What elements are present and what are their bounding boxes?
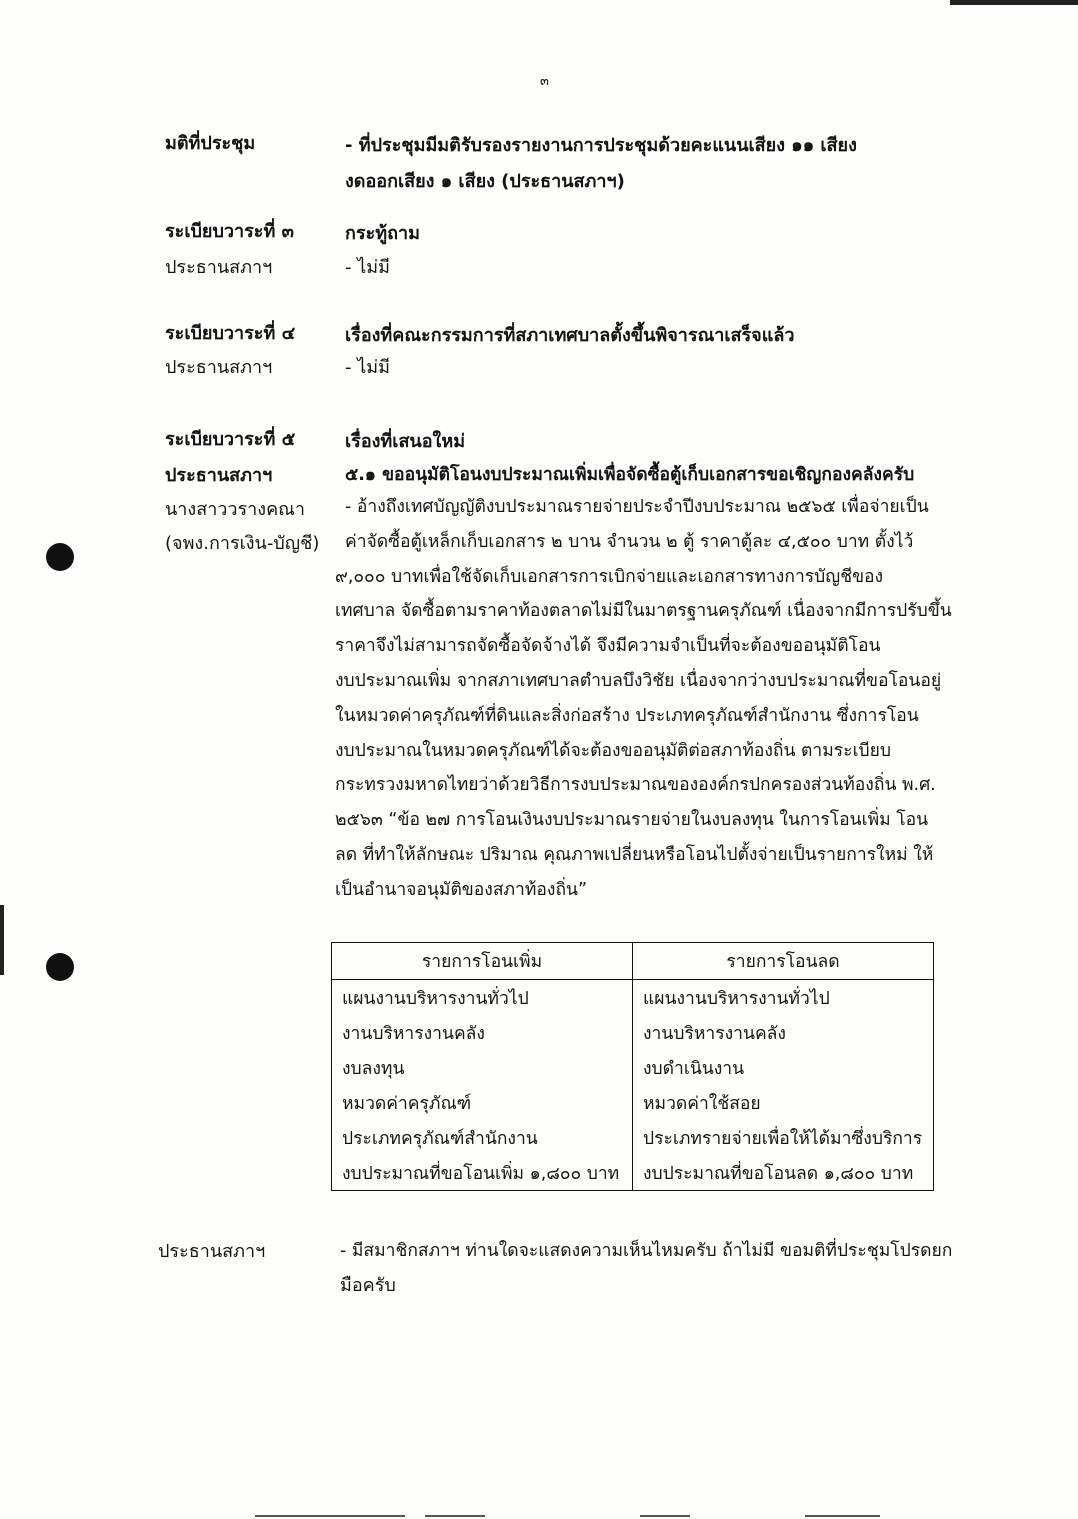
table-cell: งานบริหารงานคลัง — [633, 1015, 934, 1050]
closing-line-2: มือครับ — [340, 1275, 396, 1296]
body-line: ค่าจัดซื้อตู้เหล็กเก็บเอกสาร ๒ บาน จำนวน ๒ ตู้ ราคาตู้ละ ๔,๕๐๐ บาท ตั้งไว้ — [345, 531, 914, 552]
table-cell: แผนงานบริหารงานทั่วไป — [633, 980, 934, 1016]
body-line: ในหมวดค่าครุภัณฑ์ที่ดินและสิ่งก่อสร้าง ประเภทครุภัณฑ์สำนักงาน ซึ่งการโอน — [335, 705, 919, 726]
table-header-row — [332, 943, 934, 980]
agenda5-speaker: ประธานสภาฯ — [165, 465, 273, 486]
resolution-line-1: - ที่ประชุมมีมติรับรองรายงานการประชุมด้วยคะแนนเสียง ๑๑ เสียง — [345, 135, 857, 156]
body-line: งบประมาณเพิ่ม จากสภาเทศบาลตำบลบึงวิชัย เนื่องจากว่างบประมาณที่ขอโอนอยู่ — [335, 670, 942, 691]
scan-edge-mark — [640, 1515, 690, 1517]
body-line: เป็นอำนาจอนุมัติของสภาท้องถิ่น” — [335, 879, 588, 900]
table-cell: หมวดค่าครุภัณฑ์ — [332, 1085, 633, 1120]
resolution-line-2: งดออกเสียง ๑ เสียง (ประธานสภาฯ) — [345, 171, 625, 192]
table-row — [332, 1015, 934, 1050]
transfer-table — [331, 942, 934, 1191]
page-number: ๓ — [540, 74, 549, 89]
table-cell: งบดำเนินงาน — [633, 1050, 934, 1085]
body-line: ราคาจึงไม่สามารถจัดซื้อจัดจ้างได้ จึงมีความจำเป็นที่จะต้องขออนุมัติโอน — [335, 636, 881, 657]
closing-line-1: - มีสมาชิกสภาฯ ท่านใดจะแสดงความเห็นไหมครับ ถ้าไม่มี ขอมติที่ประชุมโปรดยก — [340, 1241, 953, 1261]
table-header-increase: รายการโอนเพิ่ม — [332, 943, 633, 980]
agenda4-text: - ไม่มี — [345, 357, 390, 378]
table-cell: งานบริหารงานคลัง — [332, 1015, 633, 1050]
table-row — [332, 1085, 934, 1120]
table-cell: ประเภทรายจ่ายเพื่อให้ได้มาซึ่งบริการ — [633, 1120, 934, 1155]
scan-edge-mark — [950, 0, 1078, 5]
body-line: กระทรวงมหาดไทยว่าด้วยวิธีการงบประมาณขององค์กรปกครองส่วนท้องถิ่น พ.ศ. — [335, 775, 936, 796]
body-line: เทศบาล จัดซื้อตามราคาท้องตลาดไม่มีในมาตรฐานครุภัณฑ์ เนื่องจากมีการปรับขึ้น — [335, 601, 952, 622]
table-cell: ประเภทครุภัณฑ์สำนักงาน — [332, 1120, 633, 1155]
table-cell: งบประมาณที่ขอโอนลด ๑,๘๐๐ บาท — [633, 1155, 934, 1191]
body-line: ๒๕๖๓ “ข้อ ๒๗ การโอนเงินงบประมาณรายจ่ายในงบลงทุน ในการโอนเพิ่ม โอน — [335, 810, 929, 831]
body-line: งบประมาณในหมวดครุภัณฑ์ได้จะต้องขออนุมัติต่อสภาท้องถิ่น ตามระเบียบ — [335, 740, 892, 761]
agenda3-text: - ไม่มี — [345, 257, 390, 278]
closing-speaker: ประธานสภาฯ — [158, 1241, 266, 1262]
scan-edge-mark — [425, 1515, 485, 1517]
agenda5-speaker2: นางสาววรางคณา — [165, 499, 305, 520]
table-header-decrease: รายการโอนลด — [633, 943, 934, 980]
table-cell: หมวดค่าใช้สอย — [633, 1085, 934, 1120]
binder-hole — [46, 953, 74, 981]
agenda3-label: ระเบียบวาระที่ ๓ — [165, 221, 294, 242]
agenda3-title: กระทู้ถาม — [345, 223, 420, 244]
table-row — [332, 1155, 934, 1191]
agenda5-title: เรื่องที่เสนอใหม่ — [345, 431, 466, 452]
agenda5-subtitle: ๕.๑ ขออนุมัติโอนงบประมาณเพิ่มเพื่อจัดซื้อตู้เก็บเอกสารขอเชิญกองคลังครับ — [345, 465, 915, 485]
agenda3-speaker: ประธานสภาฯ — [165, 257, 273, 278]
body-line: - อ้างถึงเทศบัญญัติงบประมาณรายจ่ายประจำปีงบประมาณ ๒๕๖๕ เพื่อจ่ายเป็น — [345, 497, 929, 517]
table-row — [332, 1120, 934, 1155]
binder-hole — [46, 543, 74, 571]
agenda4-label: ระเบียบวาระที่ ๔ — [165, 323, 296, 344]
table-cell: งบประมาณที่ขอโอนเพิ่ม ๑,๘๐๐ บาท — [332, 1155, 633, 1191]
agenda4-speaker: ประธานสภาฯ — [165, 357, 273, 378]
scan-edge-mark — [805, 1515, 880, 1517]
agenda5-body — [335, 490, 952, 908]
agenda5-speaker2-role: (จพง.การเงิน-บัญชี) — [165, 533, 320, 554]
body-line: ๙,๐๐๐ บาทเพื่อใช้จัดเก็บเอกสารการเบิกจ่ายและเอกสารทางการบัญชีของ — [335, 566, 884, 587]
scan-edge-mark — [255, 1515, 405, 1517]
table-cell: แผนงานบริหารงานทั่วไป — [332, 980, 633, 1016]
table-row — [332, 980, 934, 1016]
resolution-label: มติที่ประชุม — [165, 133, 256, 154]
agenda5-label: ระเบียบวาระที่ ๕ — [165, 429, 296, 450]
body-line: ลด ที่ทำให้ลักษณะ ปริมาณ คุณภาพเปลี่ยนหรือโอนไปตั้งจ่ายเป็นรายการใหม่ ให้ — [335, 844, 934, 865]
agenda4-title: เรื่องที่คณะกรรมการที่สภาเทศบาลตั้งขึ้นพิจารณาเสร็จแล้ว — [345, 325, 795, 346]
table-cell: งบลงทุน — [332, 1050, 633, 1085]
scan-edge-mark — [0, 905, 4, 975]
table-row — [332, 1050, 934, 1085]
